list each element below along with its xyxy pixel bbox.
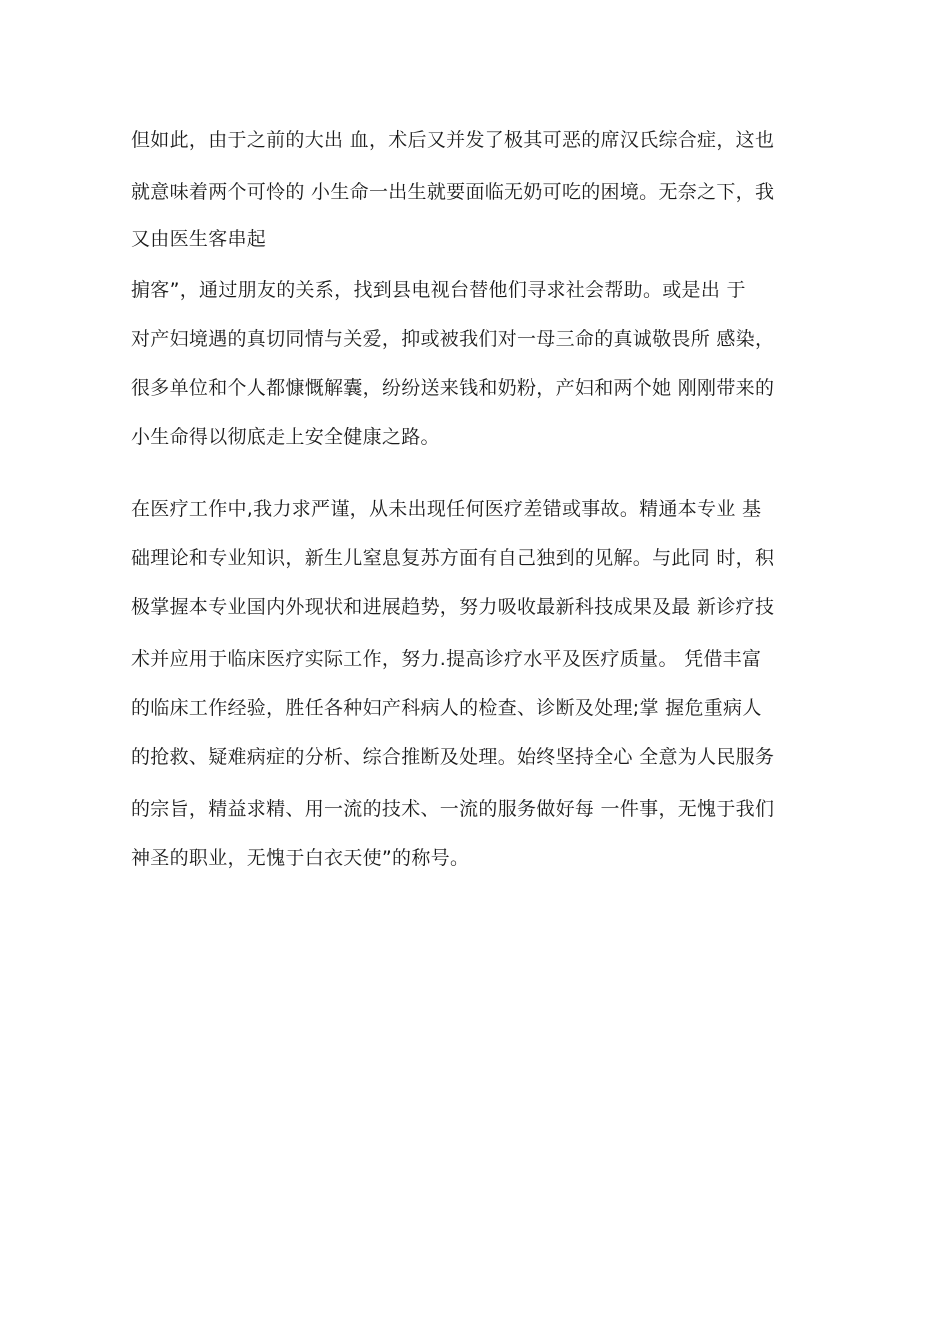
paragraph-3-line-1: 在医疗工作中,我力求严谨，从未出现任何医疗差错或事故。精通本专业 基 (131, 498, 762, 520)
paragraph-3-line-2: 础理论和专业知识，新生儿窒息复苏方面有自己独到的见解。与此同 时，积 (131, 547, 775, 569)
paragraph-2-line-1: 掮客”，通过朋友的关系，找到县电视台替他们寻求社会帮助。或是出 于 (131, 279, 746, 301)
paragraph-1-line-2: 就意味着两个可怜的 小生命一出生就要面临无奶可吃的困境。无奈之下，我 (131, 181, 775, 203)
paragraph-3-line-8: 神圣的职业，无愧于白衣天使”的称号。 (131, 847, 470, 869)
paragraph-3-line-6: 的抢救、疑难病症的分析、综合推断及处理。始终坚持全心 全意为人民服务 (131, 746, 775, 768)
paragraph-3-line-4: 术并应用于临床医疗实际工作，努力.提高诊疗水平及医疗质量。 凭借丰富 (131, 648, 762, 670)
paragraph-1-line-1: 但如此，由于之前的大出 血，术后又并发了极其可恶的席汉氏综合症，这也 (131, 129, 775, 151)
paragraph-2-line-2: 对产妇境遇的真切同情与关爱，抑或被我们对一母三命的真诚敬畏所 感染， (131, 328, 775, 350)
paragraph-2-line-4: 小生命得以彻底走上安全健康之路。 (131, 426, 440, 448)
paragraph-3-line-5: 的临床工作经验，胜任各种妇产科病人的检查、诊断及处理;掌 握危重病人 (131, 697, 762, 719)
paragraph-1-line-3: 又由医生客串起 (131, 228, 267, 250)
paragraph-2-line-3: 很多单位和个人都慷慨解囊，纷纷送来钱和奶粉，产妇和两个她 刚刚带来的 (131, 377, 775, 399)
paragraph-3-line-3: 极掌握本专业国内外现状和进展趋势，努力吸收最新科技成果及最 新诊疗技 (131, 596, 775, 618)
paragraph-3-line-7: 的宗旨，精益求精、用一流的技术、一流的服务做好每 一件事，无愧于我们 (131, 798, 775, 820)
